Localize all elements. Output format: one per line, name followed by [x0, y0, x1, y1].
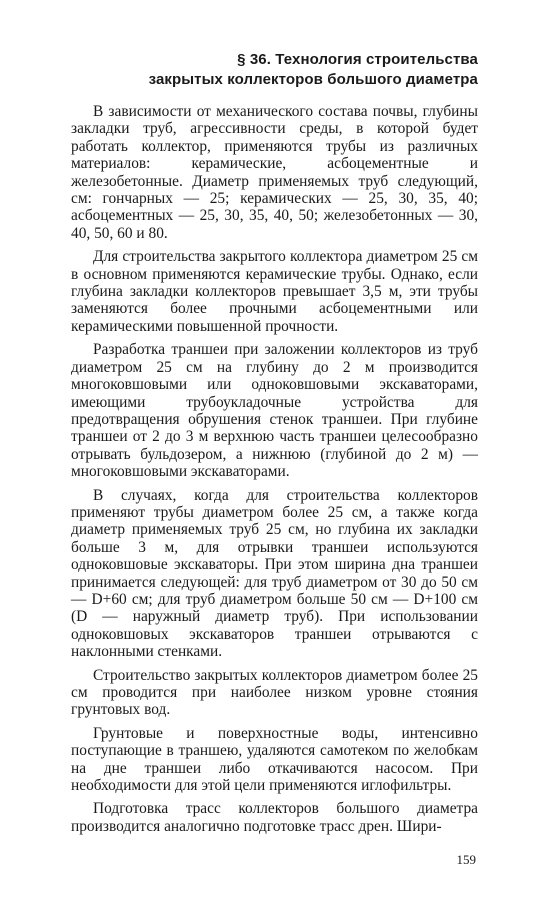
- paragraph-3: Разработка траншеи при заложении коллекторов из труб диаметром 25 см на глубину до 2 м производится многоковшовыми или одноковшовыми экскаваторами, имеющими трубоукладочные устройства для предотвращения обрушения стенок траншеи. При глубине траншеи от 2 до 3 м верхнюю часть траншеи целесообразно отрывать бульдозером, а нижнюю (глубиной до 2 м) — многоковшовыми экскаваторами.: [71, 341, 478, 481]
- paragraph-1: В зависимости от механического состава почвы, глубины закладки труб, агрессивности среды, в которой будет работать коллектор, применяются трубы из различных материалов: керамические, асбоцементные и железобетонные. Диаметр применяемых труб следующий, см: гончарных — 25; керамических — 25, 30, 35, 40; асбоцементных — 25, 30, 35, 40, 50; железобетонных — 30, 40, 50, 60 и 80.: [71, 103, 478, 242]
- body-text: [71, 103, 478, 841]
- page-number: 159: [456, 852, 476, 867]
- section-heading: [149, 50, 478, 90]
- paragraph-6: Грунтовые и поверхностные воды, интенсивно поступающие в траншею, удаляются самотеком по желобкам на дне траншеи либо откачиваются насосом. При необходимости для этой цели применяются иглофильтры.: [71, 724, 478, 795]
- paragraph-2: Для строительства закрытого коллектора диаметром 25 см в основном применяются керамические трубы. Однако, если глубина закладки коллекторов превышает 3,5 м, эти трубы заменяются более прочными асбоцементными или керамическими повышенной прочности.: [71, 248, 478, 335]
- section-heading-line-1: § 36. Технология строительства: [237, 51, 478, 68]
- paragraph-5: Строительство закрытых коллекторов диаметром более 25 см проводится при наиболее низком уровне стояния грунтовых вод.: [71, 666, 478, 719]
- paragraph-4: В случаях, когда для строительства коллекторов применяют трубы диаметром более 25 см, а также когда диаметр применяемых труб 25 см, но глубина их закладки больше 3 м, для отрывки траншеи используются одноковшовые экскаваторы. При этом ширина дна траншеи принимается следующей: для труб диаметром от 30 до 50 см — D+60 см; для труб диаметром больше 50 см — D+100 см (D — наружный диаметр труб). При использовании одноковшовых экскаваторов траншеи отрываются с наклонными стенками.: [71, 486, 478, 661]
- paragraph-7: Подготовка трасс коллекторов большого диаметра производится аналогично подготовке трасс дрен. Шири-: [71, 800, 478, 835]
- section-heading-line-2: закрытых коллекторов большого диаметра: [148, 71, 478, 88]
